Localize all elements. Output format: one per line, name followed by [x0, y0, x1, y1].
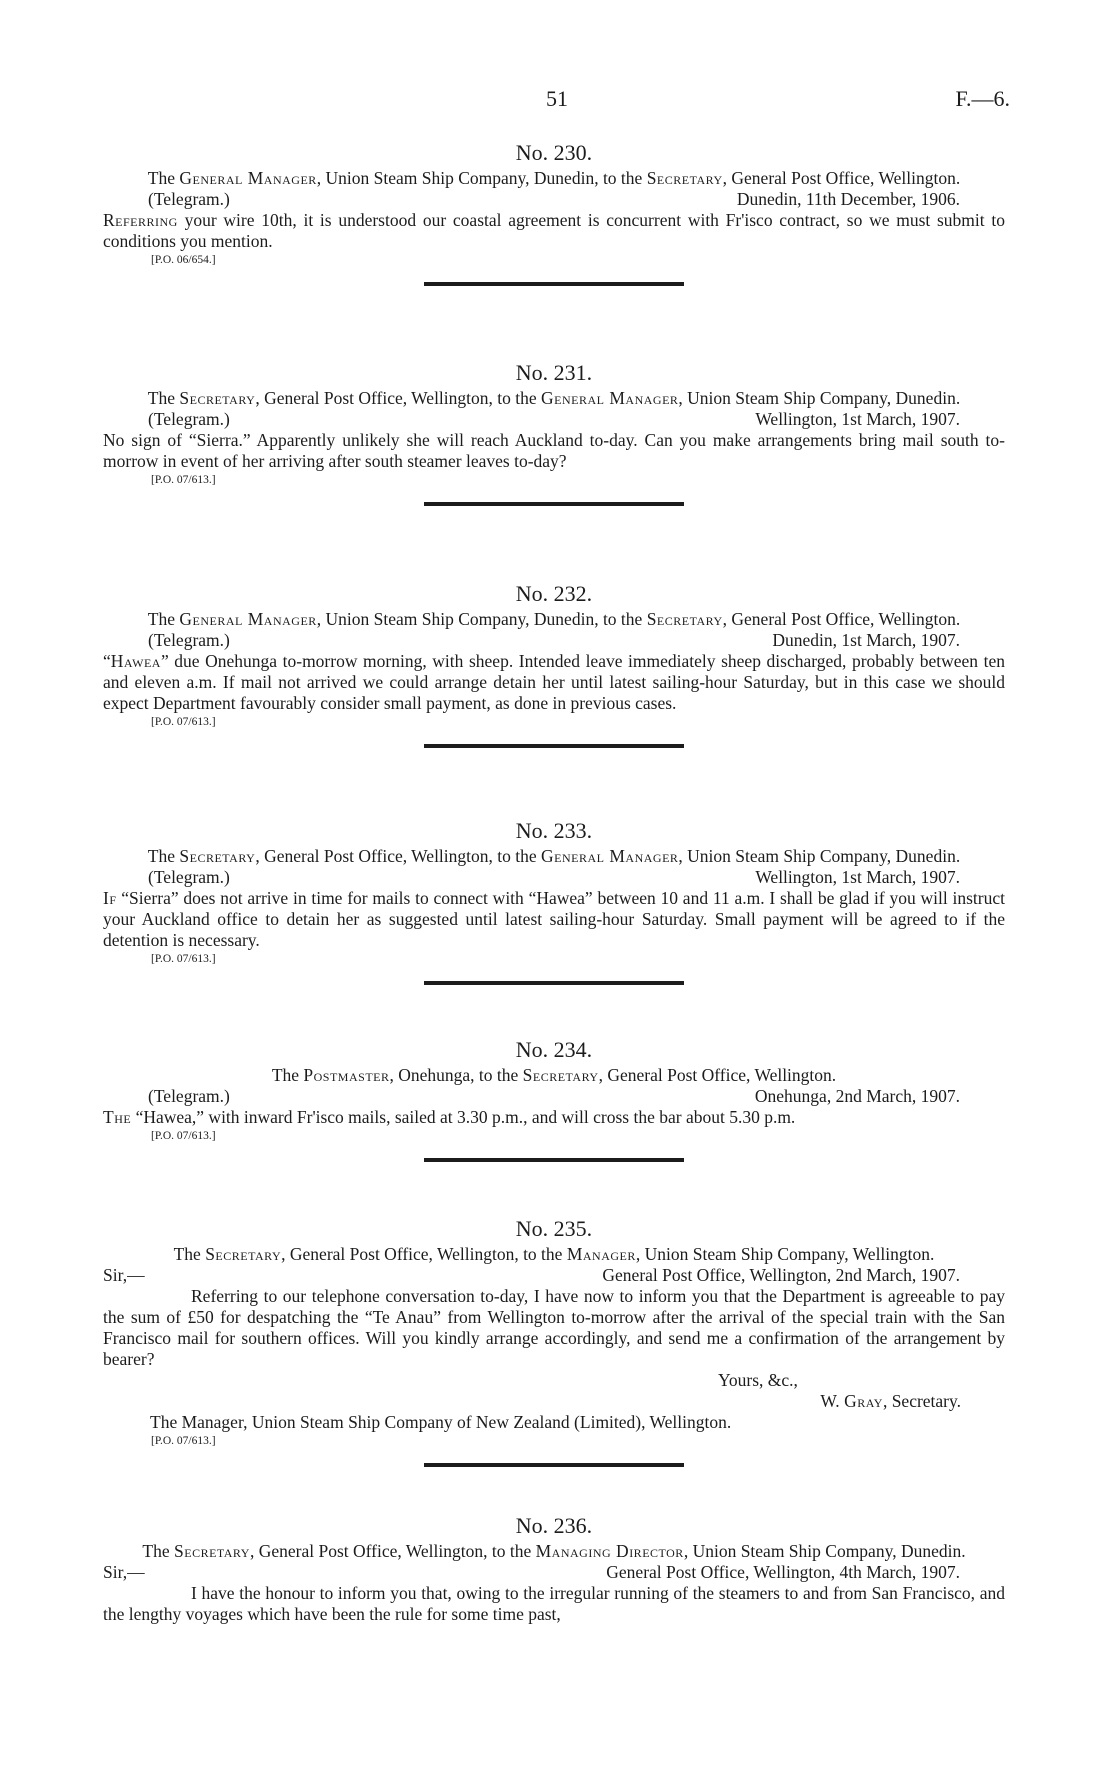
entry-header: The Secretary, General Post Office, Wellington, to the Managing Director, Union Steam Ship Company, Dunedin.	[142, 1541, 966, 1561]
telegram-line	[103, 409, 1005, 430]
section-divider	[424, 1463, 684, 1467]
salutation-line	[103, 1562, 1005, 1583]
place-date: General Post Office, Wellington, 4th March, 1907.	[606, 1562, 960, 1582]
place-date: General Post Office, Wellington, 2nd March, 1907.	[602, 1265, 960, 1285]
file-reference: [P.O. 07/613.]	[151, 1435, 216, 1447]
message-body: No sign of “Sierra.” Apparently unlikely she will reach Auckland to-day. Can you make arrangements bring mail south to-morrow in event of her arriving after south steamer leaves to-day?	[103, 430, 1005, 471]
telegram-line	[103, 1086, 1005, 1107]
message-type: (Telegram.)	[148, 867, 230, 887]
section-divider	[424, 1158, 684, 1162]
message-type: (Telegram.)	[148, 189, 230, 209]
entry-235	[103, 1216, 1005, 1467]
place-date: Dunedin, 11th December, 1906.	[736, 189, 960, 209]
salutation: Sir,—	[103, 1265, 145, 1285]
entry-number: No. 232.	[515, 581, 593, 606]
letter-body: I have the honour to inform you that, owing to the irregular running of the steamers to and from San Francisco, and the lengthy voyages which have been the rule for some time past,	[103, 1583, 1005, 1624]
section-divider	[424, 502, 684, 506]
section-divider	[424, 744, 684, 748]
message-type: (Telegram.)	[148, 1086, 230, 1106]
entry-header: The General Manager, Union Steam Ship Company, Dunedin, to the Secretary, General Post Office, Wellington.	[147, 609, 961, 629]
entry-header: The Postmaster, Onehunga, to the Secretary, General Post Office, Wellington.	[271, 1065, 837, 1085]
entry-232	[103, 581, 1005, 748]
message-type: (Telegram.)	[148, 409, 230, 429]
entry-234	[103, 1037, 1005, 1162]
entry-number: No. 230.	[515, 140, 593, 165]
page-number: 51	[546, 86, 568, 111]
section-divider	[424, 981, 684, 985]
entry-236	[103, 1513, 1005, 1625]
entry-header: The Secretary, General Post Office, Wellington, to the General Manager, Union Steam Ship Company, Dunedin.	[147, 846, 961, 866]
entry-header: The Secretary, General Post Office, Wellington, to the Manager, Union Steam Ship Company, Wellington.	[173, 1244, 935, 1264]
file-reference: [P.O. 07/613.]	[151, 1130, 216, 1142]
message-body: Referring your wire 10th, it is understood our coastal agreement is concurrent with Fr'isco contract, so we must submit to conditions you mention.	[103, 210, 1005, 251]
file-reference: [P.O. 06/654.]	[151, 254, 216, 266]
entry-233	[103, 818, 1005, 985]
entry-number: No. 231.	[515, 360, 593, 385]
entry-number: No. 236.	[515, 1513, 593, 1538]
section-divider	[424, 282, 684, 286]
file-reference: [P.O. 07/613.]	[151, 716, 216, 728]
letter-body: Referring to our telephone conversation to-day, I have now to inform you that the Department is agreeable to pay the sum of £50 for despatching the “Te Anau” from Wellington to-morrow after the arrival of the special train with the San Francisco mail for southern offices. Will you kindly arrange accordingly, and send me a confirmation of the arrangement by bearer?	[103, 1286, 1005, 1369]
place-date: Onehunga, 2nd March, 1907.	[754, 1086, 960, 1106]
telegram-line	[103, 867, 1005, 888]
closing: Yours, &c.,	[718, 1370, 798, 1390]
message-body: If “Sierra” does not arrive in time for mails to connect with “Hawea” between 10 and 11 a.m. I shall be glad if you will instruct your Auckland office to detain her as suggested until latest sailing-hour Saturday. Small payment will be agreed to if the detention is necessary.	[103, 888, 1005, 950]
entry-number: No. 234.	[515, 1037, 593, 1062]
document-reference: F.—6.	[955, 86, 1010, 111]
addressee: The Manager, Union Steam Ship Company of New Zealand (Limited), Wellington.	[150, 1412, 732, 1432]
place-date: Dunedin, 1st March, 1907.	[772, 630, 960, 650]
message-type: (Telegram.)	[148, 630, 230, 650]
signature: W. Gray, Secretary.	[820, 1391, 961, 1411]
file-reference: [P.O. 07/613.]	[151, 474, 216, 486]
entry-230	[103, 140, 1005, 286]
entry-header: The General Manager, Union Steam Ship Company, Dunedin, to the Secretary, General Post Office, Wellington.	[147, 168, 961, 188]
place-date: Wellington, 1st March, 1907.	[755, 409, 960, 429]
telegram-line	[103, 189, 1005, 210]
file-reference: [P.O. 07/613.]	[151, 953, 216, 965]
entry-number: No. 235.	[515, 1216, 593, 1241]
salutation-line	[103, 1265, 1005, 1286]
entry-header: The Secretary, General Post Office, Wellington, to the General Manager, Union Steam Ship Company, Dunedin.	[147, 388, 961, 408]
telegram-line	[103, 630, 1005, 651]
message-body: The “Hawea,” with inward Fr'isco mails, sailed at 3.30 p.m., and will cross the bar about 5.30 p.m.	[103, 1107, 796, 1127]
place-date: Wellington, 1st March, 1907.	[755, 867, 960, 887]
entry-number: No. 233.	[515, 818, 593, 843]
salutation: Sir,—	[103, 1562, 145, 1582]
message-body: “Hawea” due Onehunga to-morrow morning, with sheep. Intended leave immediately sheep discharged, probably between ten and eleven a.m. If mail not arrived we could arrange detain her until latest sailing-hour Saturday, but in this case we should expect Department favourably consider small payment, as done in previous cases.	[103, 651, 1005, 713]
entry-231	[103, 360, 1005, 506]
